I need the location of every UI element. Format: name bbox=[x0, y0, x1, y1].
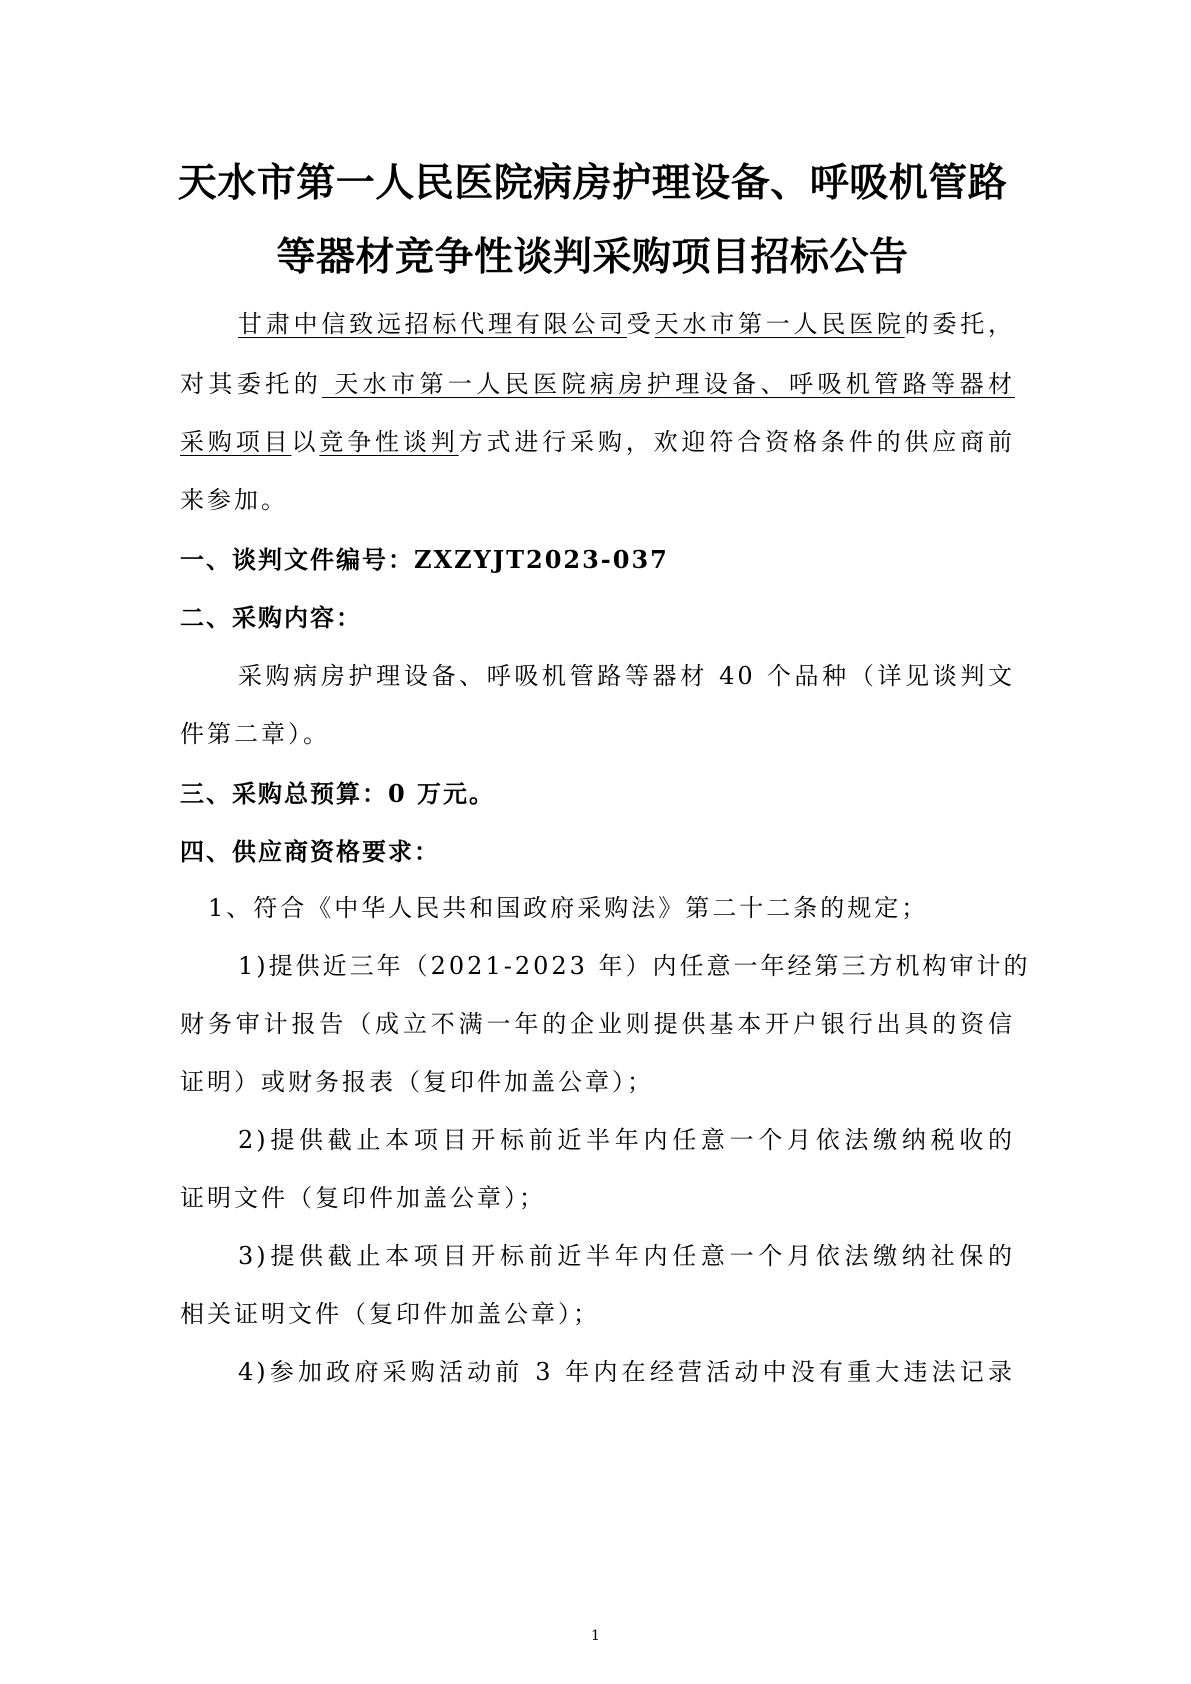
requirement-3-line-2: 相关证明文件（复印件加盖公章）； bbox=[180, 1300, 600, 1328]
project-name-part-1: 天水市第一人民医院病房护理设备、呼吸机管路等器材 bbox=[322, 370, 1015, 398]
requirement-item-1: 1、符合《中华人民共和国政府采购法》第二十二条的规定； bbox=[208, 894, 929, 922]
intro-line-2 bbox=[180, 366, 1015, 402]
requirement-1-line-2: 财务审计报告（成立不满一年的企业则提供基本开户银行出具的资信 bbox=[180, 1010, 1015, 1038]
intro-entrust: 的委托， bbox=[904, 310, 1016, 338]
requirement-2-line-1: 2)提供截止本项目开标前近半年内任意一个月依法缴纳税收的 bbox=[238, 1126, 1015, 1154]
section-content-heading: 二、采购内容： bbox=[180, 603, 362, 632]
section-doc-number: 一、谈判文件编号：ZXZYJT2023-037 bbox=[180, 545, 669, 574]
section-budget: 三、采购总预算：0 万元。 bbox=[180, 779, 496, 808]
section-qualification-heading: 四、供应商资格要求： bbox=[180, 837, 440, 866]
requirement-3-line-1: 3)提供截止本项目开标前近半年内任意一个月依法缴纳社保的 bbox=[238, 1242, 1015, 1270]
intro-with: 以 bbox=[291, 428, 320, 456]
intro-line-4: 来参加。 bbox=[180, 486, 288, 514]
document-title-line-2: 等器材竞争性谈判采购项目招标公告 bbox=[276, 235, 909, 280]
content-line-1: 采购病房护理设备、呼吸机管路等器材 40 个品种（详见谈判文 bbox=[238, 662, 1015, 690]
requirement-4-line-1: 4)参加政府采购活动前 3 年内在经营活动中没有重大违法记录 bbox=[238, 1358, 1015, 1386]
intro-line-1 bbox=[238, 306, 1015, 342]
requirement-2-line-2: 证明文件（复印件加盖公章）； bbox=[180, 1184, 546, 1212]
intro-line3-suffix: 方式进行采购，欢迎符合资格条件的供应商前 bbox=[458, 428, 1016, 456]
procurement-method: 竞争性谈判 bbox=[319, 428, 459, 456]
document-title-line-1: 天水市第一人民医院病房护理设备、呼吸机管路 bbox=[177, 161, 1008, 206]
client-name: 天水市第一人民医院 bbox=[654, 310, 905, 338]
intro-line2-prefix: 对其委托的 bbox=[180, 370, 323, 398]
content-line-2: 件第二章）。 bbox=[180, 720, 330, 748]
project-name-part-2: 采购项目 bbox=[180, 428, 292, 456]
page-number: 1 bbox=[591, 1628, 600, 1644]
requirement-1-line-1: 1)提供近三年（2021-2023 年）内任意一年经第三方机构审计的 bbox=[238, 952, 1031, 980]
intro-accepted: 受 bbox=[626, 310, 655, 338]
requirement-1-line-3: 证明）或财务报表（复印件加盖公章）； bbox=[180, 1068, 654, 1096]
agent-name: 甘肃中信致远招标代理有限公司 bbox=[238, 310, 627, 338]
intro-line-3 bbox=[180, 424, 1015, 460]
